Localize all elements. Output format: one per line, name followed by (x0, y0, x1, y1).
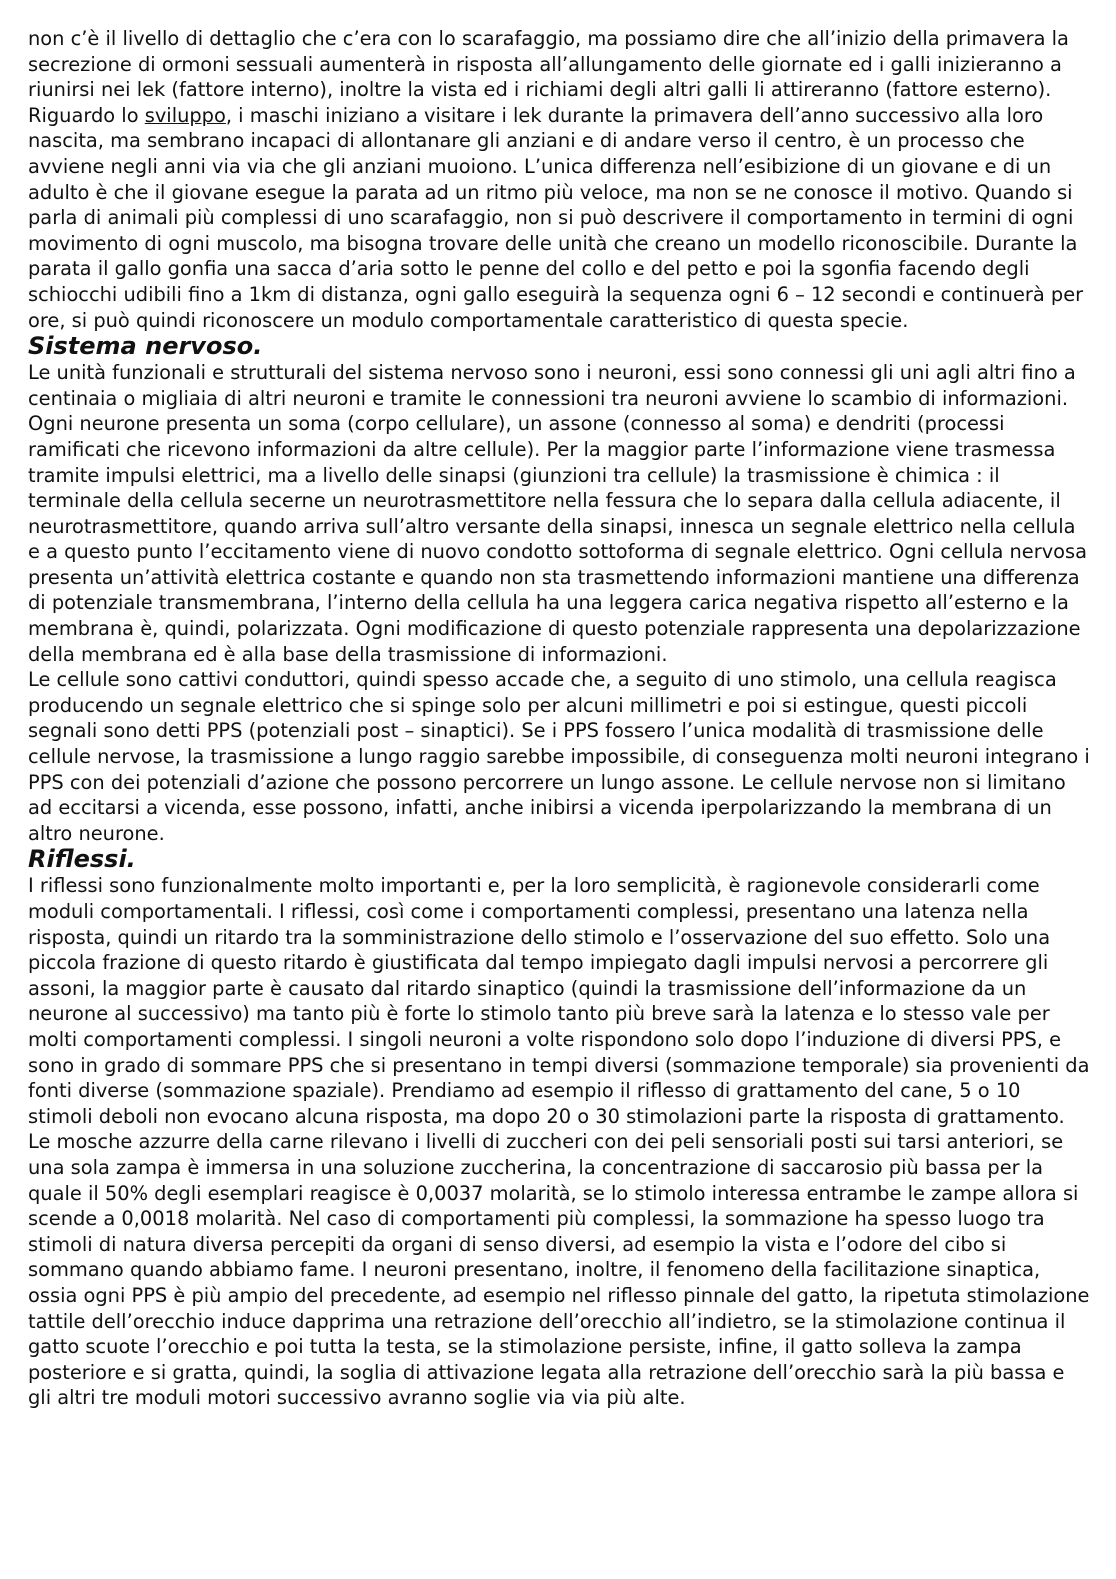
intro-paragraph (28, 26, 1090, 333)
intro-text-after: , i maschi iniziano a visitare i lek durante la primavera dell’anno successivo alla loro nascita, ma sembrano incapaci di allontanare gli anziani e di andare verso il centro, è un processo che avviene negli anni via via che gli anziani muoiono. L’unica differenza nell’esibizione di un giovane e di un adulto è che il giovane esegue la parata ad un ritmo più veloce, ma non se ne conosce il motivo. Quando si parla di animali più complessi di uno scarafaggio, non si può descrivere il comportamento in termini di ogni movimento di ogni muscolo, ma bisogna trovare delle unità che creano un modello riconoscibile. Durante la parata il gallo gonfia una sacca d’aria sotto le penne del collo e del petto e poi la sgonfia facendo degli schiocchi udibili fino a 1km di distanza, ogni gallo eseguirà la sequenza ogni 6 – 12 secondi e continuerà per ore, si può quindi riconoscere un modulo comportamentale caratteristico di questa specie. (28, 103, 1084, 332)
intro-text-before: non c’è il livello di dettaglio che c’era con lo scarafaggio, ma possiamo dire che all’inizio della primavera la secrezione di ormoni sessuali aumenterà in risposta all’allungamento delle giornate ed i galli inizieranno a riunirsi nei lek (fattore interno), inoltre la vista ed i richiami degli altri galli li attireranno (fattore esterno). Riguardo lo (28, 27, 1069, 127)
heading-riflessi: Riflessi. (28, 845, 136, 874)
nervous-paragraph-2: Le cellule sono cattivi conduttori, quindi spesso accade che, a seguito di uno stimolo, una cellula reagisca producendo un segnale elettrico che si spinge solo per alcuni millimetri e poi si estingue, questi piccoli segnali sono detti PPS (potenziali post – sinaptici). Se i PPS fossero l’unica modalità di trasmissione delle cellule nervose, la trasmissione a lungo raggio sarebbe impossibile, di conseguenza molti neuroni integrano i PPS con dei potenziali d’azione che possono percorrere un lungo assone. Le cellule nervose non si limitano ad eccitarsi a vicenda, esse possono, infatti, anche inibirsi a vicenda iperpolarizzando la membrana di un altro neurone. (28, 668, 1090, 845)
nervous-paragraph-1: Le unità funzionali e strutturali del sistema nervoso sono i neuroni, essi sono connessi gli uni agli altri fino a centinaia o migliaia di altri neuroni e tramite le connessioni tra neuroni avviene lo scambio di informazioni. Ogni neurone presenta un soma (corpo cellulare), un assone (connesso al soma) e dendriti (processi ramificati che ricevono informazioni da altre cellule). Per la maggior parte l’informazione viene trasmessa tramite impulsi elettrici, ma a livello delle sinapsi (giunzioni tra cellule) la trasmissione è chimica : il terminale della cellula secerne un neurotrasmettitore nella fessura che lo separa dalla cellula adiacente, il neurotrasmettitore, quando arriva sull’altro versante della sinapsi, innesca un segnale elettrico nella cellula e a questo punto l’eccitamento viene di nuovo condotto sottoforma di segnale elettrico. Ogni cellula nervosa presenta un’attività elettrica costante e quando non sta trasmettendo informazioni mantiene una differenza di potenziale transmembrana, l’interno della cellula ha una leggera carica negativa rispetto all’esterno e la membrana è, quindi, polarizzata. Ogni modificazione di questo potenziale rappresenta una depolarizzazione della membrana ed è alla base della trasmissione di informazioni. (28, 361, 1088, 666)
reflexes-paragraph-1: I riflessi sono funzionalmente molto importanti e, per la loro semplicità, è ragionevole considerarli come moduli comportamentali. I riflessi, così come i comportamenti complessi, presentano una latenza nella risposta, quindi un ritardo tra la somministrazione dello stimolo e l’osservazione del suo effetto. Solo una piccola frazione di questo ritardo è giustificata dal tempo impiegato dagli impulsi nervosi a percorrere gli assoni, la maggior parte è causato dal ritardo sinaptico (quindi la trasmissione dell’informazione da un neurone al successivo) ma tanto più è forte lo stimolo tanto più breve sarà la latenza e lo stesso vale per molti comportamenti complessi. I singoli neuroni a volte rispondono solo dopo l’induzione di diversi PPS, e sono in grado di sommare PPS che si presentano in tempi diversi (sommazione temporale) sia provenienti da fonti diverse (sommazione spaziale). Prendiamo ad esempio il riflesso di grattamento del cane, 5 o 10 stimoli deboli non evocano alcuna risposta, ma dopo 20 o 30 stimolazioni parte la risposta di grattamento. Le mosche azzurre della carne rilevano i livelli di zuccheri con dei peli sensoriali posti sui tarsi anteriori, se una sola zampa è immersa in una soluzione zuccherina, la concentrazione di saccarosio più bassa per la quale il 50% degli esemplari reagisce è 0,0037 molarità, se lo stimolo interessa entrambe le zampe allora si scende a 0,0018 molarità. Nel caso di comportamenti più complessi, la sommazione ha spesso luogo tra stimoli di natura diversa percepiti da organi di senso diversi, ad esempio la vista e l’odore del cibo si sommano quando abbiamo fame. I neuroni presentano, inoltre, il fenomeno della facilitazione sinaptica, ossia ogni PPS è più ampio del precedente, ad esempio nel riflesso pinnale del gatto, la ripetuta stimolazione tattile dell’orecchio induce dapprima una retrazione dell’orecchio all’indietro, se la stimolazione continua il gatto scuote l’orecchio e poi tutta la testa, se la stimolazione persiste, infine, il gatto solleva la zampa posteriore e si gratta, quindi, la soglia di attivazione legata alla retrazione dell’orecchio sarà la più bassa e gli altri tre moduli motori successivo avranno soglie via via più alte. (28, 874, 1090, 1410)
document-page (28, 26, 1090, 1411)
underlined-word-sviluppo: sviluppo (144, 103, 226, 127)
heading-sistema-nervoso: Sistema nervoso. (28, 332, 263, 361)
